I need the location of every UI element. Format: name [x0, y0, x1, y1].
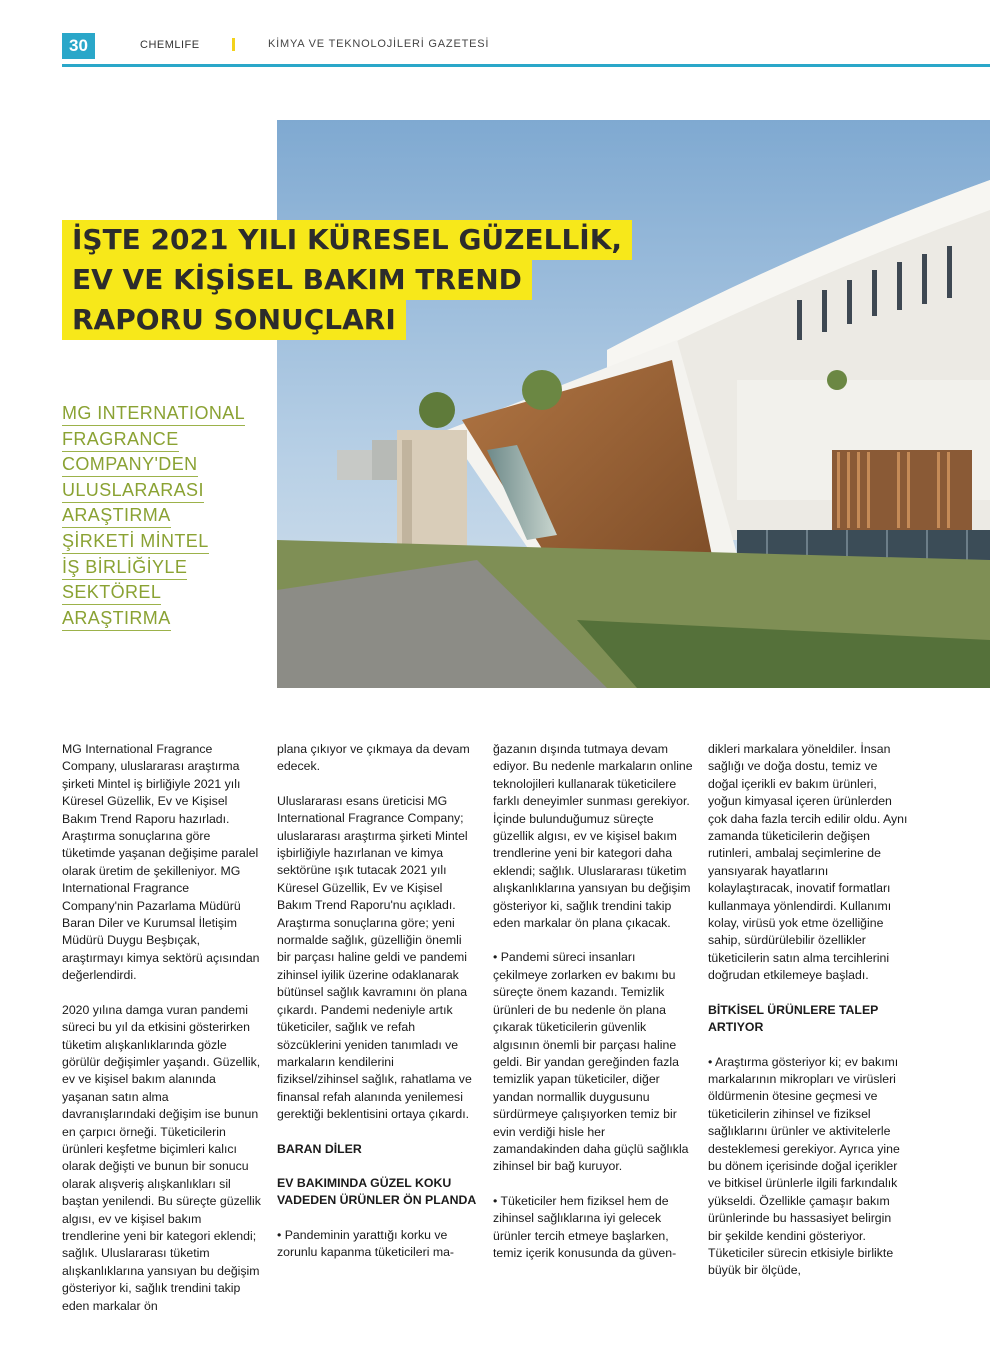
page-number: 30 — [62, 33, 95, 59]
publication-name: CHEMLIFE — [140, 39, 200, 51]
body-paragraph: • Pandemi süreci insanları çekilmeye zorlarken ev bakımı bu süreçte önem kazandı. Temizlik ürünleri de bu nedenle ön plana çıkarak tüketicilerin güvenlik algısının önemli bir parçası haline geldi. Bir yandan gereğinden fazla temizlik yapan tüketiciler, diğer yandan normallik duygusunu sürdürmeye çalışıyorken temiz bir evin verdiği hisle her zamandakinden daha güçlü sağlıkla zihinsel bir bağ kuruyor. — [493, 950, 689, 1174]
body-column-2 — [277, 741, 477, 1279]
subtitle-line: SEKTÖREL — [62, 581, 161, 605]
article-subtitle — [62, 402, 262, 632]
body-paragraph: • Pandeminin yarattığı korku ve zorunlu kapanma tüketicileri ma- — [277, 1227, 455, 1260]
article-photo — [277, 120, 990, 688]
body-paragraph: Uluslararası esans üreticisi MG International Fragrance Company; uluslararası araştırma şirketi Mintel işbirliğiyle hazırlanan ve kimya sektörüne ışık tutacak 2021 yılı Küresel Güzellik, Ev ve Kişisel Bakım Trend Raporu'nu açıkladı. Araştırma sonuçlarına göre; yeni normalde sağlık, güzelliğin önemli bir parçası haline geldi ve pandemi zihinsel iyilik üzerine odaklanarak bütünsel sağlık kavramını ön plana çıkardı. Pandemi nedeniyle artık tüketiciler, sağlık ve refah sözcüklerini yeniden tanımladı ve markaların kendilerini fiziksel/zihinsel sağlık, rahatlama ve finansal refah alanında yenilemesi gerektiği beklentisini ortaya çıkardı. — [277, 793, 472, 1122]
publication-subtitle: KİMYA VE TEKNOLOJİLERİ GAZETESİ — [268, 38, 490, 50]
headline-line: RAPORU SONUÇLARI — [62, 300, 406, 340]
article-headline — [62, 220, 632, 340]
section-heading: BİTKİSEL ÜRÜNLERE TALEP ARTIYOR — [708, 1002, 879, 1035]
body-column-4 — [708, 741, 908, 1297]
headline-line: İŞTE 2021 YILI KÜRESEL GÜZELLİK, — [62, 220, 632, 260]
subtitle-line: ARAŞTIRMA — [62, 607, 171, 631]
body-paragraph: plana çıkıyor ve çıkmaya da devam edecek. — [277, 742, 470, 774]
body-paragraph: • Araştırma gösteriyor ki; ev bakımı markalarının mikropları ve virüsleri öldürmenin ötesine geçmesi ve tüketicilerin zihinsel ve fiziksel sağlıklarını ürünler ve aktivitelerle desteklemesi gerekiyor. Ayrıca yine bu dönem içerisinde doğal içerikler ve bitkisel ürünlerle ilgili farkındalık yükseldi. Özellikle çamaşır bakım ürünlerinde bu hassasiyet belirgin bir şekilde kendini gösteriyor. Tüketiciler sürecin etkisiyle birlikte büyük bir ölçüde, — [708, 1054, 900, 1278]
header-rule — [62, 64, 990, 67]
subtitle-line: FRAGRANCE — [62, 428, 179, 452]
body-column-3 — [493, 741, 693, 1279]
subtitle-line: ULUSLARARASI — [62, 479, 204, 503]
headline-line: EV VE KİŞİSEL BAKIM TREND — [62, 260, 532, 300]
body-paragraph: • Tüketiciler hem fiziksel hem de zihinsel sağlıklarına iyi gelecek ürünler tercih etmeye başlarken, temiz içerik konusunda da güven- — [493, 1193, 677, 1260]
section-heading: BARAN DİLER — [277, 1141, 362, 1156]
subtitle-line: ARAŞTIRMA — [62, 504, 171, 528]
header-separator — [232, 38, 235, 51]
subtitle-line: MG INTERNATIONAL — [62, 402, 245, 426]
section-heading: EV BAKIMINDA GÜZEL KOKU VADEDEN ÜRÜNLER ÖN PLANDA — [277, 1175, 477, 1208]
body-paragraph: MG International Fragrance Company, uluslararası araştırma şirketi Mintel iş birliğiyle 2021 yılı Küresel Güzellik, Ev ve Kişisel Bakım Trend Raporu hazırladı. Araştırma sonuçlarına göre tüketimde yaşanan değişime paralel olarak üretim de şekilleniyor. MG International Fragrance Company'nin Pazarlama Müdürü Baran Diler ve Kurumsal İletişim Müdürü Duygu Beşbıçak, araştırmayı kimya sektörü açısından değerlendirdi. — [62, 742, 260, 983]
body-column-1 — [62, 741, 262, 1332]
subtitle-line: İŞ BİRLİĞİYLE — [62, 556, 187, 580]
subtitle-line: COMPANY'DEN — [62, 453, 198, 477]
body-paragraph: 2020 yılına damga vuran pandemi süreci bu yıl da etkisini gösterirken tüketim alışkanlıklarında gözle görülür değişimler yaşandı. Güzellik, ev ve kişisel bakım alanında yaşanan satın alma davranışlarındaki değişim ise bunun en çarpıcı örneği. Tüketicilerin ürünleri keşfetme biçimleri kalıcı olarak değişti ve bunun bir sonucu olarak alışveriş alışkanlıkları sil baştan yenilendi. Bu süreçte güzellik algısı, ev ve kişisel bakım trendlerine yeni bir kategori eklendi; sağlık. Uluslararası tüketim alışkanlıklarına yansıyan bu değişim gösteriyor ki, sağlık trendini takip eden markalar ön — [62, 1002, 261, 1313]
body-paragraph: ğazanın dışında tutmaya devam ediyor. Bu nedenle markaların online teknolojileri kullanarak tüketicilere farklı deneyimler sunması gerekiyor. İçinde bulunduğumuz süreçte güzellik algısı, ev ve kişisel bakım trendlerine yeni bir kategori daha eklendi; sağlık. Uluslararası tüketim alışkanlıklarına yansıyan bu değişim gösteriyor ki, sağlık trendini takip eden markalar ön plana çıkacak. — [493, 742, 693, 931]
subtitle-line: ŞİRKETİ MİNTEL — [62, 530, 209, 554]
body-paragraph: dikleri markalara yöneldiler. İnsan sağlığı ve doğa dostu, temiz ve doğal içerikli ev bakım ürünleri, yoğun kimyasal içeren ürünlerden çok daha fazla tercih edilir oldu. Aynı zamanda tüketicilerin değişen rutinleri, ambalaj seçimlerine de yansıyarak hayatlarını kolaylaştıracak, inovatif formatları kullanmaya yönlendirdi. Kullanımı kolay, virüsü yok etme özelliğine sahip, sürdürülebilir özellikler tüketicilerin satın alma tercihlerini doğrudan etkilemeye başladı. — [708, 742, 908, 983]
